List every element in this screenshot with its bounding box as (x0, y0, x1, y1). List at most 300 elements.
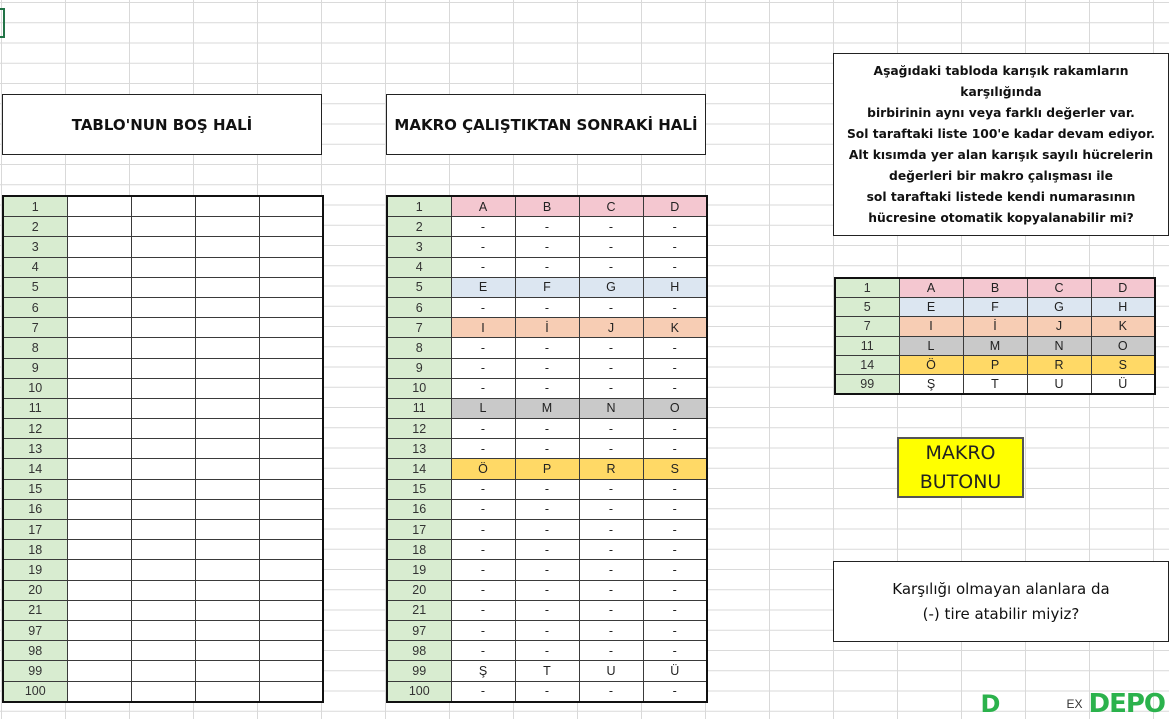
value-cell[interactable]: - (451, 580, 515, 600)
empty-cell[interactable] (131, 378, 195, 398)
value-cell[interactable]: L (899, 336, 963, 355)
row-number-cell[interactable]: 16 (3, 499, 67, 519)
value-cell[interactable]: B (963, 278, 1027, 298)
empty-cell[interactable] (131, 439, 195, 459)
value-cell[interactable]: - (579, 217, 643, 237)
row-number-cell[interactable]: 15 (387, 479, 451, 499)
question-line: karşılığında (960, 84, 1042, 99)
empty-cell[interactable] (259, 318, 323, 338)
empty-cell[interactable] (131, 398, 195, 418)
value-cell[interactable]: - (643, 479, 707, 499)
value-cell[interactable]: - (643, 439, 707, 459)
question-line: Sol taraftaki liste 100'e kadar devam ediyor. (846, 126, 1156, 141)
row-number-cell[interactable]: 1 (3, 196, 67, 217)
empty-cell[interactable] (259, 580, 323, 600)
table-row (3, 419, 323, 439)
empty-cell[interactable] (67, 398, 131, 418)
row-number-cell[interactable]: 13 (387, 439, 451, 459)
empty-cell[interactable] (195, 681, 259, 702)
row-number-cell[interactable]: 100 (3, 681, 67, 702)
empty-cell[interactable] (195, 600, 259, 620)
row-number-cell[interactable]: 5 (387, 277, 451, 297)
value-cell[interactable]: E (899, 298, 963, 317)
row-number-cell[interactable]: 98 (3, 641, 67, 661)
row-number-cell[interactable]: 11 (835, 336, 899, 355)
value-cell[interactable]: Ş (451, 661, 515, 681)
table-row (3, 297, 323, 317)
empty-cell[interactable] (131, 661, 195, 681)
row-number-cell[interactable]: 99 (835, 374, 899, 394)
value-cell[interactable]: - (451, 600, 515, 620)
empty-cell[interactable] (131, 560, 195, 580)
empty-cell[interactable] (67, 237, 131, 257)
value-cell[interactable]: - (579, 641, 643, 661)
question-line: birbirinin aynı veya farklı değerler var. (867, 105, 1135, 120)
empty-cell[interactable] (195, 419, 259, 439)
value-cell[interactable]: - (579, 297, 643, 317)
value-cell[interactable]: I (451, 318, 515, 338)
filled-table-title-text: MAKRO ÇALIŞTIKTAN SONRAKİ HALİ (394, 115, 698, 134)
empty-cell[interactable] (259, 459, 323, 479)
table-row (387, 419, 707, 439)
value-cell[interactable]: - (451, 540, 515, 560)
row-number-cell[interactable]: 17 (3, 520, 67, 540)
empty-cell[interactable] (259, 499, 323, 519)
value-cell[interactable]: - (451, 499, 515, 519)
value-cell[interactable]: - (451, 297, 515, 317)
empty-cell[interactable] (131, 257, 195, 277)
empty-cell[interactable] (195, 277, 259, 297)
empty-cell[interactable] (67, 641, 131, 661)
empty-cell[interactable] (67, 600, 131, 620)
row-number-cell[interactable]: 5 (3, 277, 67, 297)
row-number-cell[interactable]: 7 (387, 318, 451, 338)
empty-cell[interactable] (67, 520, 131, 540)
empty-cell[interactable] (195, 540, 259, 560)
row-number-cell[interactable]: 2 (387, 217, 451, 237)
value-cell[interactable]: A (451, 196, 515, 217)
value-cell[interactable]: N (579, 398, 643, 418)
row-number-cell[interactable]: 12 (387, 419, 451, 439)
value-cell[interactable]: K (1091, 317, 1155, 336)
row-number-cell[interactable]: 17 (387, 520, 451, 540)
empty-cell[interactable] (259, 661, 323, 681)
value-cell[interactable]: - (643, 620, 707, 640)
empty-cell[interactable] (259, 520, 323, 540)
value-cell[interactable]: P (963, 355, 1027, 374)
empty-cell[interactable] (259, 419, 323, 439)
row-number-cell[interactable]: 10 (387, 378, 451, 398)
row-number-cell[interactable]: 7 (3, 318, 67, 338)
value-cell[interactable]: - (451, 560, 515, 580)
row-number-cell[interactable]: 2 (3, 217, 67, 237)
row-number-cell[interactable]: 20 (3, 580, 67, 600)
empty-cell[interactable] (195, 378, 259, 398)
row-number-cell[interactable]: 18 (387, 540, 451, 560)
value-cell[interactable]: Ü (643, 661, 707, 681)
empty-cell[interactable] (131, 520, 195, 540)
value-cell[interactable]: - (451, 257, 515, 277)
empty-cell[interactable] (67, 580, 131, 600)
value-cell[interactable]: - (515, 580, 579, 600)
empty-cell[interactable] (131, 358, 195, 378)
value-cell[interactable]: H (1091, 298, 1155, 317)
value-cell[interactable]: J (1027, 317, 1091, 336)
value-cell[interactable]: E (451, 277, 515, 297)
value-cell[interactable]: - (643, 237, 707, 257)
value-cell[interactable]: - (451, 479, 515, 499)
empty-cell[interactable] (131, 277, 195, 297)
empty-cell[interactable] (195, 398, 259, 418)
value-cell[interactable]: Ö (451, 459, 515, 479)
value-cell[interactable]: - (515, 681, 579, 702)
empty-cell[interactable] (131, 217, 195, 237)
empty-cell[interactable] (67, 196, 131, 217)
macro-button-line2: BUTONU (919, 470, 1002, 493)
value-cell[interactable]: - (451, 358, 515, 378)
empty-cell[interactable] (195, 641, 259, 661)
row-number-cell[interactable]: 21 (3, 600, 67, 620)
empty-cell[interactable] (195, 358, 259, 378)
value-cell[interactable]: - (515, 358, 579, 378)
row-number-cell[interactable]: 14 (3, 459, 67, 479)
table-row (3, 358, 323, 378)
empty-cell[interactable] (195, 338, 259, 358)
empty-cell[interactable] (259, 641, 323, 661)
value-cell[interactable]: - (579, 600, 643, 620)
value-cell[interactable]: İ (963, 317, 1027, 336)
value-cell[interactable]: - (643, 641, 707, 661)
value-cell[interactable]: - (579, 338, 643, 358)
empty-cell[interactable] (131, 600, 195, 620)
value-cell[interactable]: O (643, 398, 707, 418)
empty-cell[interactable] (259, 196, 323, 217)
value-cell[interactable]: P (515, 459, 579, 479)
value-cell[interactable]: F (515, 277, 579, 297)
value-cell[interactable]: T (963, 374, 1027, 394)
value-cell[interactable]: - (579, 580, 643, 600)
empty-cell[interactable] (259, 398, 323, 418)
empty-cell[interactable] (67, 277, 131, 297)
empty-cell[interactable] (67, 560, 131, 580)
value-cell[interactable]: - (579, 540, 643, 560)
value-cell[interactable]: C (579, 196, 643, 217)
value-cell[interactable]: U (579, 661, 643, 681)
table-row (3, 479, 323, 499)
value-cell[interactable]: A (899, 278, 963, 298)
value-cell[interactable]: - (515, 237, 579, 257)
value-cell[interactable]: F (963, 298, 1027, 317)
value-cell[interactable]: D (1091, 278, 1155, 298)
empty-cell[interactable] (195, 560, 259, 580)
value-cell[interactable]: - (579, 439, 643, 459)
row-number-cell[interactable]: 5 (835, 298, 899, 317)
row-number-cell[interactable]: 9 (3, 358, 67, 378)
value-cell[interactable]: - (451, 681, 515, 702)
empty-cell[interactable] (131, 297, 195, 317)
value-cell[interactable]: J (579, 318, 643, 338)
empty-cell[interactable] (195, 499, 259, 519)
value-cell[interactable]: - (643, 540, 707, 560)
row-number-cell[interactable]: 13 (3, 439, 67, 459)
value-cell[interactable]: - (515, 439, 579, 459)
empty-cell[interactable] (195, 297, 259, 317)
table-row (387, 459, 707, 479)
empty-cell[interactable] (195, 318, 259, 338)
value-cell[interactable]: - (643, 257, 707, 277)
row-number-cell[interactable]: 7 (835, 317, 899, 336)
value-cell[interactable]: G (1027, 298, 1091, 317)
value-cell[interactable]: Ö (899, 355, 963, 374)
empty-cell[interactable] (67, 378, 131, 398)
value-cell[interactable]: I (899, 317, 963, 336)
value-cell[interactable]: M (963, 336, 1027, 355)
value-cell[interactable]: R (1027, 355, 1091, 374)
value-cell[interactable]: - (451, 338, 515, 358)
table-row (387, 681, 707, 702)
value-cell[interactable]: - (643, 217, 707, 237)
empty-cell[interactable] (195, 237, 259, 257)
empty-cell[interactable] (131, 540, 195, 560)
empty-cell[interactable] (195, 459, 259, 479)
row-number-cell[interactable]: 3 (387, 237, 451, 257)
value-cell[interactable]: - (515, 560, 579, 580)
row-number-cell[interactable]: 98 (387, 641, 451, 661)
row-number-cell[interactable]: 19 (387, 560, 451, 580)
empty-cell[interactable] (131, 479, 195, 499)
empty-cell[interactable] (131, 499, 195, 519)
value-cell[interactable]: - (643, 338, 707, 358)
empty-cell[interactable] (67, 257, 131, 277)
value-cell[interactable]: Ş (899, 374, 963, 394)
row-number-cell[interactable]: 18 (3, 540, 67, 560)
value-cell[interactable]: - (451, 520, 515, 540)
empty-cell[interactable] (131, 641, 195, 661)
value-cell[interactable]: - (643, 419, 707, 439)
empty-cell[interactable] (259, 681, 323, 702)
value-cell[interactable]: N (1027, 336, 1091, 355)
table-row (835, 317, 1155, 336)
value-cell[interactable]: - (515, 641, 579, 661)
empty-cell[interactable] (195, 257, 259, 277)
value-cell[interactable]: L (451, 398, 515, 418)
value-cell[interactable]: - (515, 520, 579, 540)
empty-cell[interactable] (67, 217, 131, 237)
empty-cell[interactable] (259, 277, 323, 297)
value-cell[interactable]: Ü (1091, 374, 1155, 394)
empty-cell[interactable] (67, 419, 131, 439)
value-cell[interactable]: - (451, 217, 515, 237)
value-cell[interactable]: - (451, 620, 515, 640)
row-number-cell[interactable]: 1 (835, 278, 899, 298)
empty-cell[interactable] (195, 580, 259, 600)
value-cell[interactable]: - (451, 378, 515, 398)
value-cell[interactable]: - (579, 257, 643, 277)
value-cell[interactable]: T (515, 661, 579, 681)
row-number-cell[interactable]: 100 (387, 681, 451, 702)
row-number-cell[interactable]: 14 (387, 459, 451, 479)
empty-cell[interactable] (195, 196, 259, 217)
empty-cell[interactable] (67, 681, 131, 702)
table-row (387, 338, 707, 358)
empty-cell[interactable] (67, 479, 131, 499)
value-cell[interactable]: S (643, 459, 707, 479)
row-number-cell[interactable]: 97 (387, 620, 451, 640)
empty-cell[interactable] (259, 297, 323, 317)
row-number-cell[interactable]: 3 (3, 237, 67, 257)
value-cell[interactable]: - (515, 479, 579, 499)
empty-cell[interactable] (259, 479, 323, 499)
empty-cell[interactable] (67, 620, 131, 640)
table-row (387, 560, 707, 580)
value-cell[interactable]: - (515, 419, 579, 439)
value-cell[interactable]: - (451, 237, 515, 257)
value-cell[interactable]: - (643, 600, 707, 620)
empty-cell[interactable] (195, 620, 259, 640)
value-cell[interactable]: D (643, 196, 707, 217)
value-cell[interactable]: - (515, 378, 579, 398)
empty-cell[interactable] (195, 217, 259, 237)
source-values-table (834, 277, 1156, 395)
value-cell[interactable]: - (643, 560, 707, 580)
value-cell[interactable]: O (1091, 336, 1155, 355)
value-cell[interactable]: - (515, 600, 579, 620)
empty-cell[interactable] (67, 540, 131, 560)
row-number-cell[interactable]: 4 (3, 257, 67, 277)
value-cell[interactable]: K (643, 318, 707, 338)
value-cell[interactable]: - (579, 419, 643, 439)
value-cell[interactable]: - (515, 217, 579, 237)
row-number-cell[interactable]: 9 (387, 358, 451, 378)
empty-cell[interactable] (259, 620, 323, 640)
value-cell[interactable]: - (579, 479, 643, 499)
value-cell[interactable]: - (515, 297, 579, 317)
value-cell[interactable]: - (643, 520, 707, 540)
empty-cell[interactable] (67, 338, 131, 358)
value-cell[interactable]: - (515, 620, 579, 640)
empty-cell[interactable] (67, 459, 131, 479)
row-number-cell[interactable]: 14 (835, 355, 899, 374)
empty-cell[interactable] (195, 661, 259, 681)
row-number-cell[interactable]: 12 (3, 419, 67, 439)
empty-cell[interactable] (67, 439, 131, 459)
value-cell[interactable]: - (515, 499, 579, 519)
value-cell[interactable]: - (579, 620, 643, 640)
value-cell[interactable]: - (643, 297, 707, 317)
value-cell[interactable]: M (515, 398, 579, 418)
macro-button[interactable] (897, 437, 1024, 498)
row-number-cell[interactable]: 8 (3, 338, 67, 358)
row-number-cell[interactable]: 1 (387, 196, 451, 217)
empty-cell[interactable] (67, 499, 131, 519)
empty-cell[interactable] (131, 620, 195, 640)
value-cell[interactable]: - (579, 378, 643, 398)
row-number-cell[interactable]: 10 (3, 378, 67, 398)
value-cell[interactable]: G (579, 277, 643, 297)
value-cell[interactable]: - (643, 499, 707, 519)
row-number-cell[interactable]: 11 (387, 398, 451, 418)
value-cell[interactable]: - (451, 439, 515, 459)
value-cell[interactable]: - (579, 681, 643, 702)
value-cell[interactable]: U (1027, 374, 1091, 394)
value-cell[interactable]: - (643, 580, 707, 600)
empty-cell[interactable] (131, 196, 195, 217)
empty-cell[interactable] (259, 237, 323, 257)
row-number-cell[interactable]: 20 (387, 580, 451, 600)
empty-cell[interactable] (131, 580, 195, 600)
row-number-cell[interactable]: 8 (387, 338, 451, 358)
empty-cell[interactable] (259, 600, 323, 620)
row-number-cell[interactable]: 99 (387, 661, 451, 681)
empty-cell[interactable] (259, 378, 323, 398)
value-cell[interactable]: - (579, 560, 643, 580)
value-cell[interactable]: R (579, 459, 643, 479)
value-cell[interactable]: İ (515, 318, 579, 338)
value-cell[interactable]: - (579, 237, 643, 257)
value-cell[interactable]: - (579, 499, 643, 519)
value-cell[interactable]: - (643, 681, 707, 702)
empty-cell[interactable] (131, 338, 195, 358)
empty-cell[interactable] (131, 237, 195, 257)
empty-cell[interactable] (259, 560, 323, 580)
question-line: Alt kısımda yer alan karışık sayılı hücrelerin (848, 147, 1154, 162)
value-cell[interactable]: H (643, 277, 707, 297)
table-row (3, 257, 323, 277)
row-number-cell[interactable]: 21 (387, 600, 451, 620)
empty-cell[interactable] (259, 439, 323, 459)
row-number-cell[interactable]: 6 (387, 297, 451, 317)
empty-cell[interactable] (131, 681, 195, 702)
empty-cell[interactable] (195, 479, 259, 499)
empty-cell[interactable] (195, 520, 259, 540)
row-number-cell[interactable]: 6 (3, 297, 67, 317)
row-number-cell[interactable]: 99 (3, 661, 67, 681)
empty-cell[interactable] (67, 358, 131, 378)
empty-cell[interactable] (67, 661, 131, 681)
table-row (387, 277, 707, 297)
row-number-cell[interactable]: 97 (3, 620, 67, 640)
value-cell[interactable]: S (1091, 355, 1155, 374)
value-cell[interactable]: - (515, 540, 579, 560)
empty-cell[interactable] (259, 217, 323, 237)
row-number-cell[interactable]: 19 (3, 560, 67, 580)
value-cell[interactable]: B (515, 196, 579, 217)
empty-cell[interactable] (131, 459, 195, 479)
empty-cell[interactable] (67, 318, 131, 338)
value-cell[interactable]: - (643, 378, 707, 398)
value-cell[interactable]: - (643, 358, 707, 378)
empty-cell[interactable] (259, 540, 323, 560)
empty-cell[interactable] (259, 257, 323, 277)
empty-cell[interactable] (131, 419, 195, 439)
value-cell[interactable]: - (515, 338, 579, 358)
value-cell[interactable]: - (451, 419, 515, 439)
value-cell[interactable]: - (579, 358, 643, 378)
value-cell[interactable]: - (515, 257, 579, 277)
value-cell[interactable]: - (451, 641, 515, 661)
empty-cell[interactable] (259, 358, 323, 378)
row-number-cell[interactable]: 11 (3, 398, 67, 418)
empty-cell[interactable] (67, 297, 131, 317)
empty-cell[interactable] (195, 439, 259, 459)
empty-cell[interactable] (131, 318, 195, 338)
value-cell[interactable]: - (579, 520, 643, 540)
row-number-cell[interactable]: 16 (387, 499, 451, 519)
row-number-cell[interactable]: 4 (387, 257, 451, 277)
row-number-cell[interactable]: 15 (3, 479, 67, 499)
value-cell[interactable]: C (1027, 278, 1091, 298)
empty-cell[interactable] (259, 338, 323, 358)
